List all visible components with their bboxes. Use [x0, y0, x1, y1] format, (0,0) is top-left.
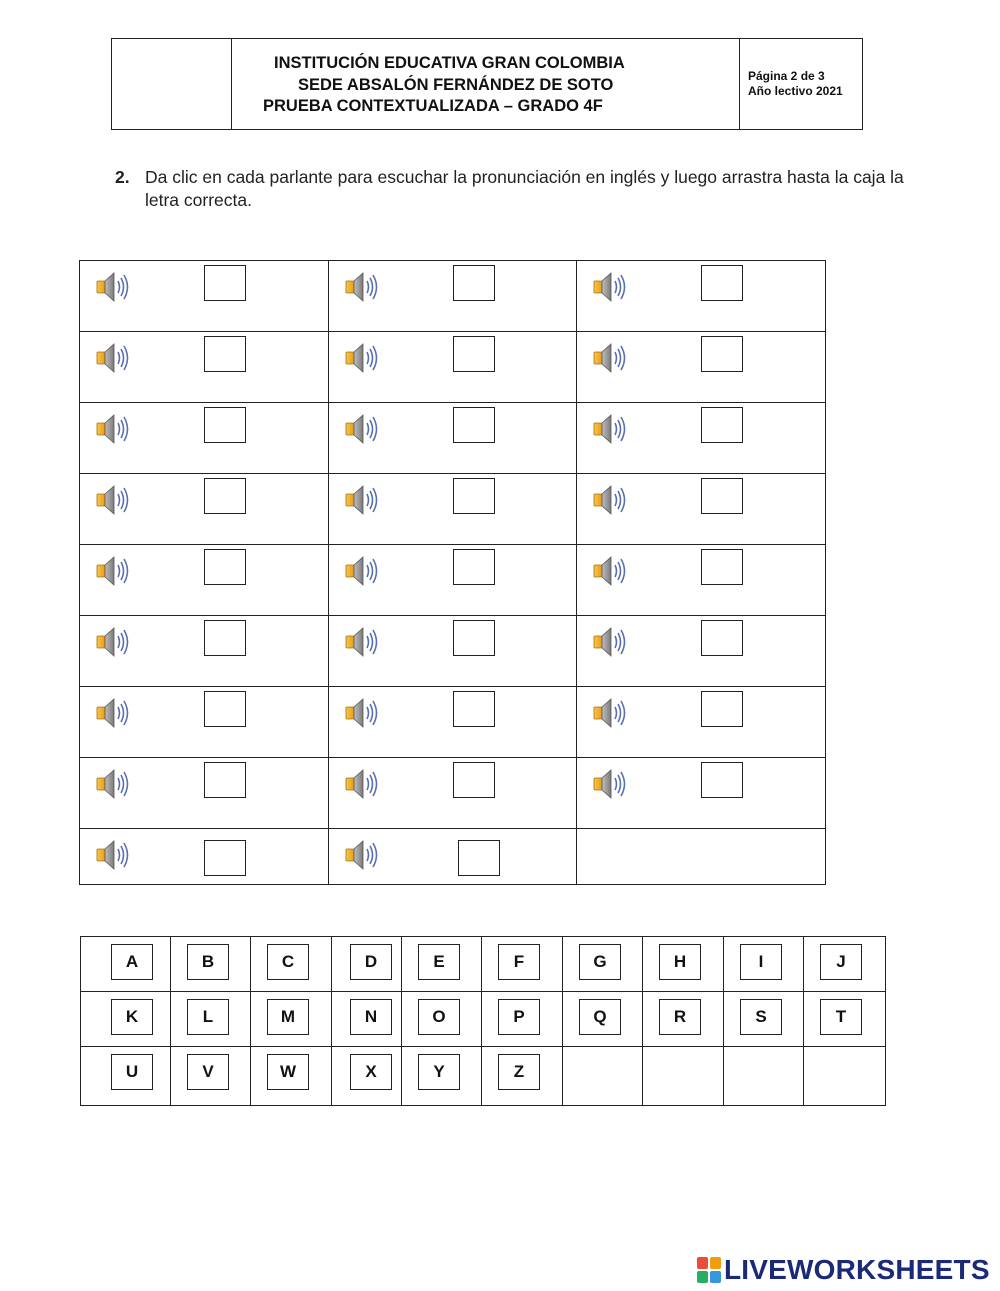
letter-cell — [171, 937, 251, 992]
speaker-icon[interactable] — [591, 411, 629, 447]
letter-cell — [643, 937, 724, 992]
letter-drop-box[interactable] — [453, 265, 495, 301]
speaker-icon[interactable] — [343, 411, 381, 447]
letter-drop-box[interactable] — [204, 620, 246, 656]
letter-tile-w[interactable]: W — [267, 1054, 309, 1090]
letter-drop-box[interactable] — [453, 549, 495, 585]
audio-cell — [577, 332, 826, 403]
letter-tile-i[interactable]: I — [740, 944, 782, 980]
audio-cell — [577, 829, 826, 885]
letter-drop-box[interactable] — [204, 762, 246, 798]
letter-drop-box[interactable] — [453, 620, 495, 656]
audio-cell — [328, 758, 577, 829]
school-year: Año lectivo 2021 — [748, 84, 843, 98]
letter-tile-y[interactable]: Y — [418, 1054, 460, 1090]
letter-cell — [804, 992, 886, 1047]
letter-cell — [332, 937, 402, 992]
audio-cell — [577, 474, 826, 545]
speaker-icon[interactable] — [94, 624, 132, 660]
letter-cell — [332, 1047, 402, 1106]
audio-cell — [80, 332, 329, 403]
letter-drop-box[interactable] — [701, 478, 743, 514]
letter-cell — [482, 937, 563, 992]
speaker-icon[interactable] — [591, 340, 629, 376]
audio-cell — [328, 403, 577, 474]
speaker-icon[interactable] — [343, 837, 381, 873]
letter-tile-t[interactable]: T — [820, 999, 862, 1035]
audio-cell — [80, 758, 329, 829]
letter-cell — [81, 937, 171, 992]
letter-cell — [643, 992, 724, 1047]
letter-cell — [251, 1047, 332, 1106]
audio-cell — [577, 261, 826, 332]
letter-cell — [402, 1047, 482, 1106]
audio-cell — [80, 474, 329, 545]
audio-cell — [80, 261, 329, 332]
letter-cell — [251, 992, 332, 1047]
letter-drop-box[interactable] — [701, 691, 743, 727]
audio-cell — [328, 545, 577, 616]
audio-cell — [577, 616, 826, 687]
letter-cell — [804, 937, 886, 992]
letter-cell — [804, 1047, 886, 1106]
audio-cell — [328, 687, 577, 758]
letter-tile-p[interactable]: P — [498, 999, 540, 1035]
letter-cell — [482, 1047, 563, 1106]
speaker-icon[interactable] — [343, 766, 381, 802]
letter-cell — [332, 992, 402, 1047]
letter-drop-box[interactable] — [453, 407, 495, 443]
letter-tile-a[interactable]: A — [111, 944, 153, 980]
letter-drop-box[interactable] — [204, 549, 246, 585]
audio-cell — [328, 332, 577, 403]
letter-cell — [643, 1047, 724, 1106]
letter-tile-o[interactable]: O — [418, 999, 460, 1035]
speaker-icon[interactable] — [94, 837, 132, 873]
audio-cell — [80, 687, 329, 758]
audio-cell — [577, 687, 826, 758]
speaker-icon[interactable] — [343, 695, 381, 731]
audio-cell — [80, 829, 329, 885]
speaker-icon[interactable] — [94, 269, 132, 305]
letter-drop-box[interactable] — [204, 265, 246, 301]
letter-drop-box[interactable] — [701, 762, 743, 798]
letter-tile-f[interactable]: F — [498, 944, 540, 980]
letter-cell — [251, 937, 332, 992]
audio-grid — [79, 260, 826, 885]
letter-cell — [81, 1047, 171, 1106]
letter-tile-s[interactable]: S — [740, 999, 782, 1035]
speaker-icon[interactable] — [591, 624, 629, 660]
letter-drop-box[interactable] — [453, 478, 495, 514]
speaker-icon[interactable] — [94, 766, 132, 802]
header-info-cell — [740, 39, 862, 129]
letter-drop-box[interactable] — [458, 840, 500, 876]
letter-tile-x[interactable]: X — [350, 1054, 392, 1090]
letter-cell — [171, 1047, 251, 1106]
speaker-icon[interactable] — [591, 269, 629, 305]
document-header — [111, 38, 863, 130]
letter-drop-box[interactable] — [701, 336, 743, 372]
letter-cell — [81, 992, 171, 1047]
letter-bank — [80, 936, 886, 1106]
audio-cell — [577, 403, 826, 474]
page-number: Página 2 de 3 — [748, 69, 825, 83]
speaker-icon[interactable] — [94, 695, 132, 731]
letter-tile-u[interactable]: U — [111, 1054, 153, 1090]
letter-drop-box[interactable] — [204, 407, 246, 443]
speaker-icon[interactable] — [591, 482, 629, 518]
letter-drop-box[interactable] — [204, 691, 246, 727]
school-name: INSTITUCIÓN EDUCATIVA GRAN COLOMBIA — [274, 54, 625, 72]
letter-cell — [482, 992, 563, 1047]
letter-tile-r[interactable]: R — [659, 999, 701, 1035]
letter-tile-c[interactable]: C — [267, 944, 309, 980]
letter-tile-j[interactable]: J — [820, 944, 862, 980]
question-number: 2. — [115, 167, 130, 187]
speaker-icon[interactable] — [343, 482, 381, 518]
speaker-icon[interactable] — [94, 340, 132, 376]
letter-cell — [563, 937, 643, 992]
campus-name: SEDE ABSALÓN FERNÁNDEZ DE SOTO — [298, 76, 614, 94]
audio-cell — [80, 616, 329, 687]
letter-drop-box[interactable] — [701, 265, 743, 301]
header-logo-cell — [112, 39, 232, 129]
logo-square — [710, 1257, 721, 1269]
liveworksheets-brand — [697, 1254, 990, 1286]
liveworksheets-logo-icon — [697, 1257, 721, 1283]
letter-tile-h[interactable]: H — [659, 944, 701, 980]
logo-square — [710, 1271, 721, 1283]
letter-drop-box[interactable] — [453, 336, 495, 372]
letter-drop-box[interactable] — [453, 691, 495, 727]
letter-drop-box[interactable] — [701, 620, 743, 656]
speaker-icon[interactable] — [591, 766, 629, 802]
audio-cell — [577, 545, 826, 616]
letter-cell — [724, 992, 804, 1047]
letter-tile-n[interactable]: N — [350, 999, 392, 1035]
logo-square — [697, 1271, 708, 1283]
letter-tile-e[interactable]: E — [418, 944, 460, 980]
audio-cell — [328, 261, 577, 332]
brand-name: LIVEWORKSHEETS — [724, 1254, 990, 1285]
logo-square — [697, 1257, 708, 1269]
audio-cell — [328, 829, 577, 885]
letter-tile-b[interactable]: B — [187, 944, 229, 980]
letter-drop-box[interactable] — [453, 762, 495, 798]
letter-tile-g[interactable]: G — [579, 944, 621, 980]
speaker-icon[interactable] — [343, 269, 381, 305]
letter-tile-l[interactable]: L — [187, 999, 229, 1035]
letter-drop-box[interactable] — [204, 478, 246, 514]
speaker-icon[interactable] — [343, 624, 381, 660]
audio-cell — [80, 403, 329, 474]
speaker-icon[interactable] — [343, 340, 381, 376]
letter-drop-box[interactable] — [701, 549, 743, 585]
letter-cell — [563, 1047, 643, 1106]
letter-drop-box[interactable] — [204, 840, 246, 876]
letter-tile-v[interactable]: V — [187, 1054, 229, 1090]
letter-tile-z[interactable]: Z — [498, 1054, 540, 1090]
letter-cell — [563, 992, 643, 1047]
header-title-cell — [232, 39, 740, 129]
speaker-icon[interactable] — [591, 695, 629, 731]
letter-drop-box[interactable] — [701, 407, 743, 443]
audio-cell — [328, 474, 577, 545]
letter-tile-d[interactable]: D — [350, 944, 392, 980]
speaker-icon[interactable] — [591, 553, 629, 589]
letter-tile-m[interactable]: M — [267, 999, 309, 1035]
speaker-icon[interactable] — [94, 482, 132, 518]
instruction-text: Da clic en cada parlante para escuchar la pronunciación en inglés y luego arrastra hasta la caja la letra correcta. — [145, 167, 904, 210]
letter-cell — [724, 937, 804, 992]
test-title: PRUEBA CONTEXTUALIZADA – GRADO 4F — [263, 97, 603, 115]
letter-cell — [402, 937, 482, 992]
letter-tile-q[interactable]: Q — [579, 999, 621, 1035]
speaker-icon[interactable] — [343, 553, 381, 589]
letter-cell — [724, 1047, 804, 1106]
letter-tile-k[interactable]: K — [111, 999, 153, 1035]
audio-cell — [577, 758, 826, 829]
letter-cell — [402, 992, 482, 1047]
letter-drop-box[interactable] — [204, 336, 246, 372]
audio-cell — [328, 616, 577, 687]
audio-cell — [80, 545, 329, 616]
letter-cell — [171, 992, 251, 1047]
speaker-icon[interactable] — [94, 411, 132, 447]
speaker-icon[interactable] — [94, 553, 132, 589]
